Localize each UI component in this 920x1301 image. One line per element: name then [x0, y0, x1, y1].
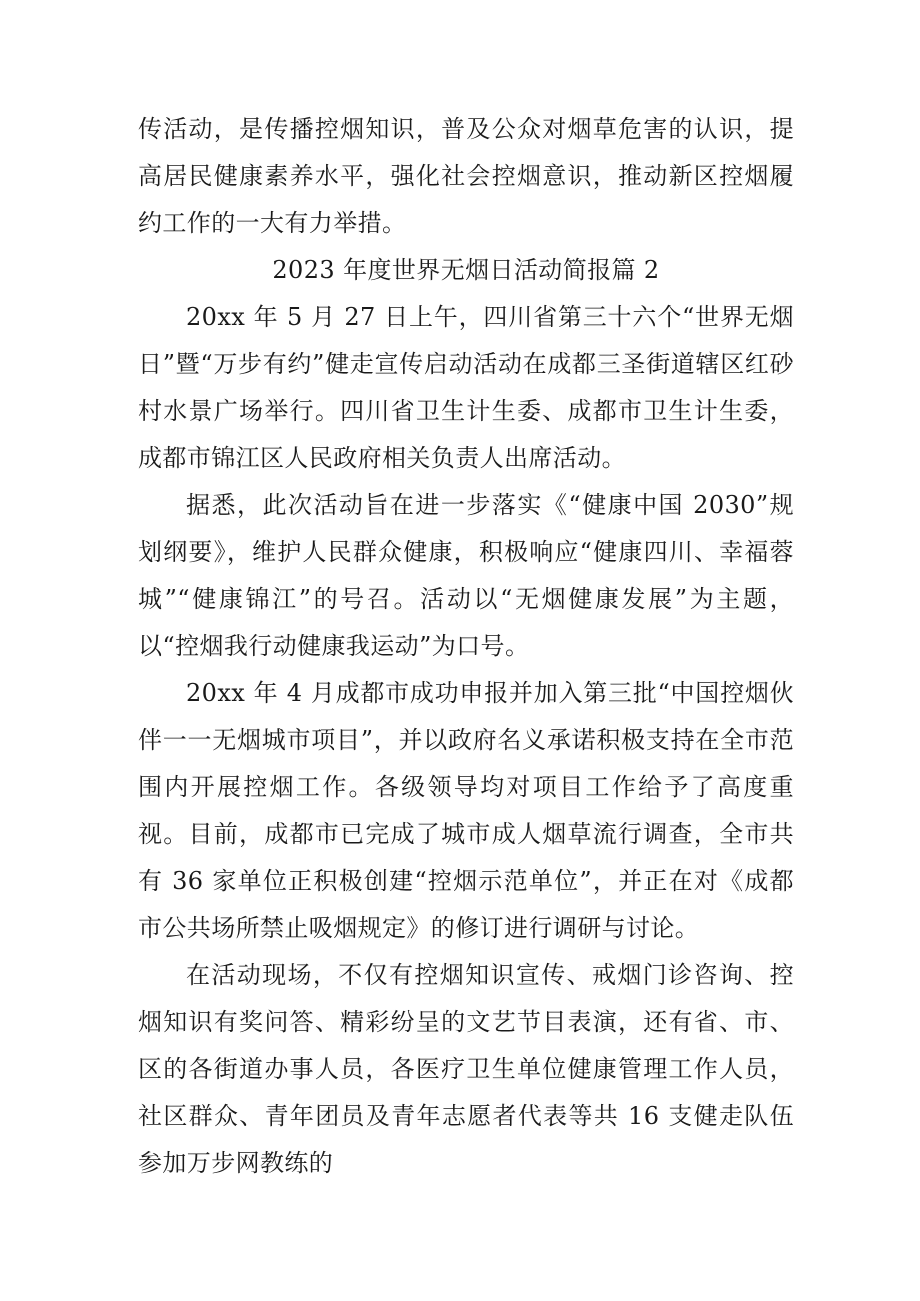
paragraph-continuation: 传活动，是传播控烟知识，普及公众对烟草危害的认识，提高居民健康素养水平，强化社会控烟意识，推动新区控烟履约工作的一大有力举措。 [138, 115, 794, 237]
document-body [138, 106, 794, 1187]
paragraph-city-project: 20xx 年 4 月成都市成功申报并加入第三批“中国控烟伙伴一一无烟城市项目”，并以政府名义承诺积极支持在全市范围内开展控烟工作。各级领导均对项目工作给予了高度重视。目前，成都市已完成了城市成人烟草流行调查，全市共有 36 家单位正积极创建“控烟示范单位”，并正在对《成都市公共场所禁止吸烟规定》的修订进行调研与讨论。 [138, 679, 794, 942]
paragraph-activity-scene: 在活动现场，不仅有控烟知识宣传、戒烟门诊咨询、控烟知识有奖问答、精彩纷呈的文艺节目表演，还有省、市、区的各街道办事人员，各医疗卫生单位健康管理工作人员，社区群众、青年团员及青年志愿者代表等共 16 支健走队伍参加万步网教练的 [138, 961, 794, 1177]
paragraph-purpose: 据悉，此次活动旨在进一步落实《“健康中国 2030”规划纲要》，维护人民群众健康，积极响应“健康四川、幸福蓉城”“健康锦江”的号召。活动以“无烟健康发展”为主题，以“控烟我行动健康我运动”为口号。 [138, 491, 794, 660]
section-title: 2023 年度世界无烟日活动简报篇 2 [272, 256, 660, 284]
paragraph-event-intro: 20xx 年 5 月 27 日上午，四川省第三十六个“世界无烟日”暨“万步有约”健走宣传启动活动在成都三圣街道辖区红砂村水景广场举行。四川省卫生计生委、成都市卫生计生委，成都市锦江区人民政府相关负责人出席活动。 [138, 303, 794, 472]
